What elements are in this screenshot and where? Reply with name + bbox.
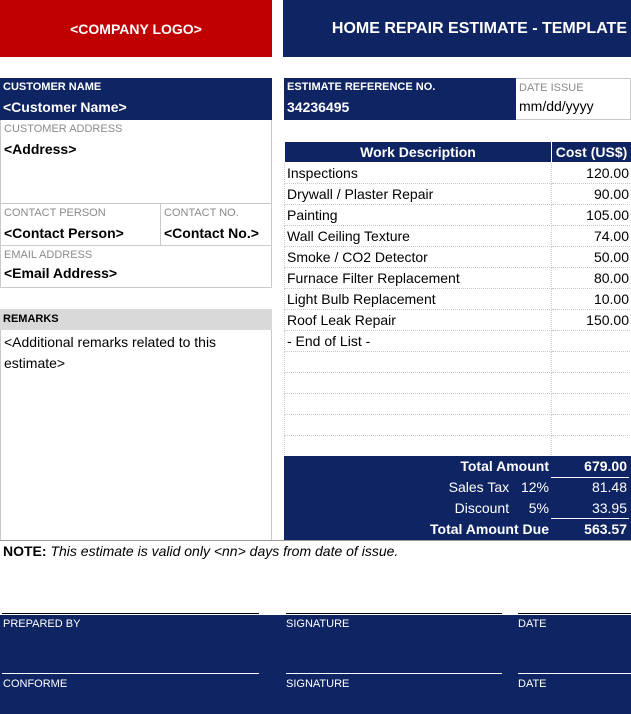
- divider: [0, 540, 631, 541]
- date-issue-cell: [516, 78, 631, 120]
- customer-name-cell: [0, 78, 272, 120]
- signature-label-1: SIGNATURE: [286, 618, 350, 630]
- table-row: [285, 247, 631, 268]
- customer-address-label: CUSTOMER ADDRESS: [4, 123, 123, 135]
- cost-cell[interactable]: 74.00: [552, 226, 631, 247]
- contact-no-field[interactable]: <Contact No.>: [164, 225, 259, 241]
- work-description-cell[interactable]: [285, 373, 552, 394]
- discount-row: [284, 498, 631, 519]
- table-row: [285, 289, 631, 310]
- email-label: EMAIL ADDRESS: [4, 249, 93, 261]
- work-description-cell[interactable]: Drywall / Plaster Repair: [285, 184, 552, 205]
- table-row: [285, 163, 631, 184]
- estimate-ref-cell: [284, 78, 516, 120]
- discount-rate[interactable]: 5%: [528, 500, 549, 516]
- work-description-cell[interactable]: Inspections: [285, 163, 552, 184]
- total-due-value: 563.57: [584, 521, 627, 537]
- conforme-label: CONFORME: [3, 678, 68, 690]
- cost-cell[interactable]: 90.00: [552, 184, 631, 205]
- work-items-table: [284, 141, 631, 457]
- signature-line: [2, 613, 259, 614]
- total-amount-row: [284, 456, 631, 477]
- work-description-cell[interactable]: Roof Leak Repair: [285, 310, 552, 331]
- work-description-cell[interactable]: [285, 415, 552, 436]
- total-due-label: Total Amount Due: [430, 521, 549, 537]
- sales-tax-rate[interactable]: 12%: [520, 479, 549, 495]
- totals-block: [284, 456, 631, 540]
- note-label: NOTE: [3, 543, 42, 559]
- table-row: [285, 226, 631, 247]
- table-row: [285, 352, 631, 373]
- customer-address-cell: [0, 120, 272, 204]
- contact-no-cell: [161, 204, 272, 246]
- total-amount-value: 679.00: [584, 458, 627, 474]
- customer-name-label: CUSTOMER NAME: [3, 81, 102, 93]
- table-row: [285, 310, 631, 331]
- contact-person-field[interactable]: <Contact Person>: [4, 225, 124, 241]
- work-description-cell[interactable]: Light Bulb Replacement: [285, 289, 552, 310]
- signature-label-2: SIGNATURE: [286, 678, 350, 690]
- cost-cell[interactable]: 120.00: [552, 163, 631, 184]
- company-logo-text: <COMPANY LOGO>: [70, 20, 202, 37]
- note-text: This estimate is valid only <nn> days from date of issue.: [50, 543, 399, 559]
- cost-cell[interactable]: [552, 331, 631, 352]
- table-row: [285, 415, 631, 436]
- cost-cell[interactable]: [552, 352, 631, 373]
- work-description-cell[interactable]: Furnace Filter Replacement: [285, 268, 552, 289]
- work-description-cell[interactable]: [285, 352, 552, 373]
- cost-cell[interactable]: [552, 436, 631, 457]
- customer-address-field[interactable]: <Address>: [4, 141, 77, 157]
- work-description-cell[interactable]: [285, 436, 552, 457]
- table-header-row: [285, 142, 631, 163]
- table-row: [285, 394, 631, 415]
- cost-cell[interactable]: 80.00: [552, 268, 631, 289]
- signature-line-2: [286, 673, 502, 674]
- table-row: [285, 268, 631, 289]
- email-cell: [0, 246, 272, 288]
- contact-person-cell: [0, 204, 161, 246]
- cost-header: Cost (US$): [552, 142, 631, 163]
- date-line-2: [518, 673, 631, 674]
- prepared-by-label: PREPARED BY: [3, 618, 81, 630]
- estimate-ref-label: ESTIMATE REFERENCE NO.: [287, 81, 436, 93]
- date-issue-label: DATE ISSUE: [519, 82, 584, 94]
- work-description-cell[interactable]: Painting: [285, 205, 552, 226]
- cost-cell[interactable]: 50.00: [552, 247, 631, 268]
- email-field[interactable]: <Email Address>: [4, 265, 118, 281]
- work-description-header: Work Description: [285, 142, 552, 163]
- total-due-row: [284, 519, 631, 540]
- date-issue-field[interactable]: mm/dd/yyyy: [519, 98, 594, 114]
- customer-name-field[interactable]: <Customer Name>: [3, 99, 127, 115]
- conforme-line: [2, 673, 259, 674]
- contact-no-label: CONTACT NO.: [164, 207, 239, 219]
- total-amount-label: Total Amount: [460, 458, 549, 474]
- cost-cell[interactable]: 150.00: [552, 310, 631, 331]
- table-row: [285, 184, 631, 205]
- discount-value: 33.95: [591, 500, 627, 516]
- remarks-label: REMARKS: [0, 309, 272, 330]
- work-description-cell[interactable]: Smoke / CO2 Detector: [285, 247, 552, 268]
- table-row: [285, 331, 631, 352]
- signature-line: [286, 613, 502, 614]
- cost-cell[interactable]: 105.00: [552, 205, 631, 226]
- work-description-cell[interactable]: - End of List -: [285, 331, 552, 352]
- cost-cell[interactable]: 10.00: [552, 289, 631, 310]
- validity-note: NOTE: This estimate is valid only <nn> days from date of issue.: [3, 543, 399, 559]
- remarks-field[interactable]: <Additional remarks related to this estimate>: [0, 330, 272, 540]
- sales-tax-row: [284, 477, 631, 498]
- work-description-cell[interactable]: Wall Ceiling Texture: [285, 226, 552, 247]
- company-logo-placeholder: [0, 0, 272, 57]
- work-description-cell[interactable]: [285, 394, 552, 415]
- estimate-ref-field[interactable]: 34236495: [287, 99, 350, 115]
- date-label-1: DATE: [518, 618, 547, 630]
- date-label-2: DATE: [518, 678, 547, 690]
- table-row: [285, 373, 631, 394]
- table-row: [285, 436, 631, 457]
- cost-cell[interactable]: [552, 415, 631, 436]
- signature-line: [518, 613, 631, 614]
- contact-person-label: CONTACT PERSON: [4, 207, 106, 219]
- cost-cell[interactable]: [552, 373, 631, 394]
- cost-cell[interactable]: [552, 394, 631, 415]
- signature-block: [0, 615, 631, 714]
- discount-label: Discount: [454, 500, 510, 516]
- table-row: [285, 205, 631, 226]
- sales-tax-value: 81.48: [591, 479, 627, 495]
- sales-tax-label: Sales Tax: [448, 479, 510, 495]
- page-title: HOME REPAIR ESTIMATE - TEMPLATE: [283, 0, 631, 57]
